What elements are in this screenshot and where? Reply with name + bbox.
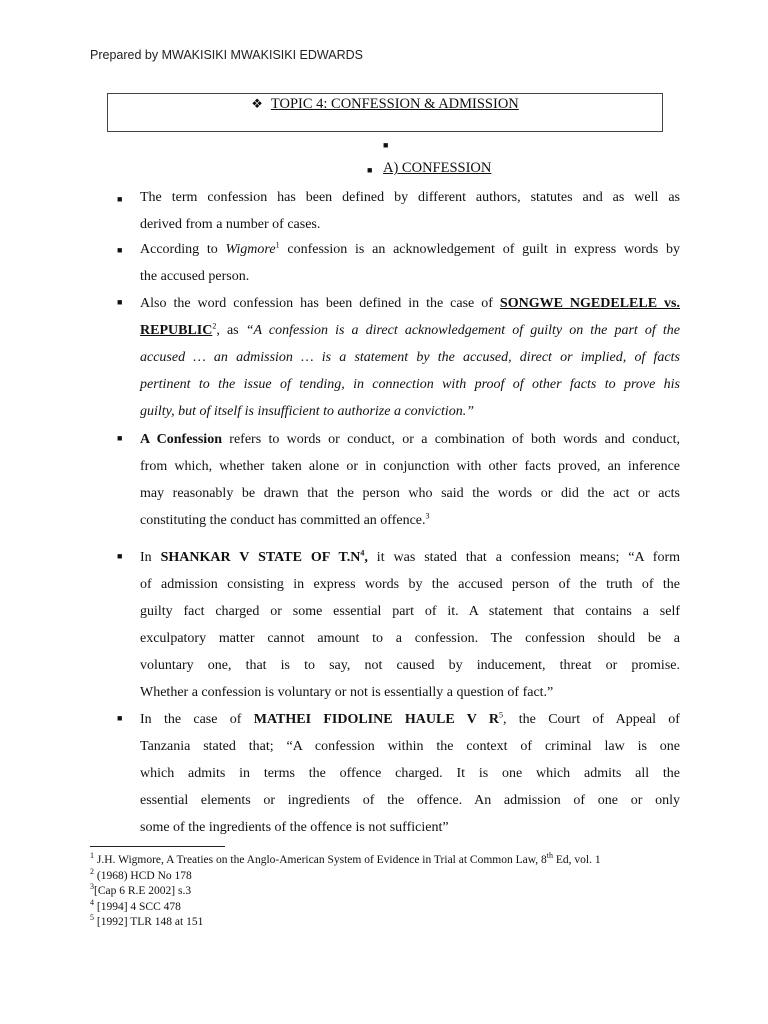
footnote-ref: 4: [360, 548, 365, 558]
paragraph-a-confession: A Confession refers to words or conduct, or a combination of both words and conduct, from which, whether taken alone or in conjunction with other facts proved, an inference may reasonably be drawn that the person who said the words or did the act or acts constituting the conduct has committed an offence.$^3$: [140, 432, 680, 528]
topic-box: [107, 93, 663, 132]
paragraph-mathei: In the case of MATHEI FIDOLINE HAULE V $R^5$, the Court of Appeal of Tanzania stated that; “A confession within the context of criminal law is one which admits in terms the offence charged. It is one which admits all the essential elements or ingredients of the offence. An admission of one or only some of the ingredients of the offence is not sufficient”: [140, 710, 680, 835]
paragraph-definition: The term confession has been defined by different authors, statutes and as well as derived from a number of cases.: [140, 190, 680, 232]
footnote-ref: 3: [425, 511, 430, 521]
paragraph-shankar: In SHANKAR V STATE OF $T.N^4$, it was stated that a confession means; “A form of admission consisting in express words by the accused person of the truth of the guilty fact charged or some essential part of it. A statement that contains a self exculpatory matter cannot amount to a confession. The confession should be a voluntary one, that is to say, not caused by inducement, threat or promise. Whether a confession is voluntary or not is essentially a question of fact.”: [140, 548, 680, 700]
topic-title: ❖ TOPIC 4: CONFESSION & ADMISSION: [251, 96, 519, 112]
bullet-icon: ■: [117, 194, 123, 204]
footnote-1: $^1$ J.H. Wigmore, A Treaties on the Anglo-American System of Evidence in Trial at Common Law, 8th Ed, vol. 1: [90, 851, 601, 866]
case-name: SONGWE NGEDELELE vs.: [499, 296, 681, 311]
case-name: SHANKAR V STATE OF T.N: [160, 550, 361, 565]
bullet-icon: ■: [117, 551, 123, 561]
footnote-4: $^4$ [1994] 4 SCC 478: [90, 897, 181, 913]
case-name: MATHEI FIDOLINE HAULE V R: [253, 712, 499, 727]
paragraph-wigmore: According to Wigmore$^1$ confession is an acknowledgement of guilt in express words by the accused person.: [140, 240, 680, 284]
footnote-divider: [90, 846, 225, 847]
paragraph-songwe: Also the word confession has been defined in the case of SONGWE NGEDELELE vs. REPUBLIC$^2$, as “A confession is a direct acknowledgement of guilty on the part of the accused … an admission … is a statement by the accused, direct or implied, of facts pertinent to the issue of tending, in connection with proof of other facts to prove his guilty, but of itself is insufficient to authorize a conviction.”: [140, 296, 681, 419]
author-name: Wigmore: [225, 242, 276, 257]
bullet-icon: ■: [117, 713, 123, 723]
page-header: Prepared by MWAKISIKI MWAKISIKI EDWARDS: [90, 48, 363, 62]
footnotes: [90, 853, 601, 931]
bullet-icon: ■: [383, 140, 389, 150]
defined-term: A Confession: [140, 432, 222, 447]
bullet-icon: ■: [117, 245, 123, 255]
diamond-icon: ❖: [251, 96, 263, 111]
footnote-2: $^2$ (1968) HCD No 178: [90, 866, 192, 882]
section-heading: A) CONFESSION: [383, 160, 492, 176]
footnote-ref: 5: [498, 710, 503, 720]
footnote-3: $^3$[Cap 6 R.E 2002] s.3: [90, 882, 192, 897]
footnote-ref: 2: [212, 321, 217, 331]
bullet-icon: ■: [367, 165, 373, 175]
footnote-5: $^5$ [1992] TLR 148 at 151: [90, 913, 204, 928]
case-name: REPUBLIC: [140, 323, 213, 338]
bullet-icon: ■: [117, 297, 123, 307]
bullet-icon: ■: [117, 433, 123, 443]
footnote-ref: 1: [275, 240, 280, 250]
